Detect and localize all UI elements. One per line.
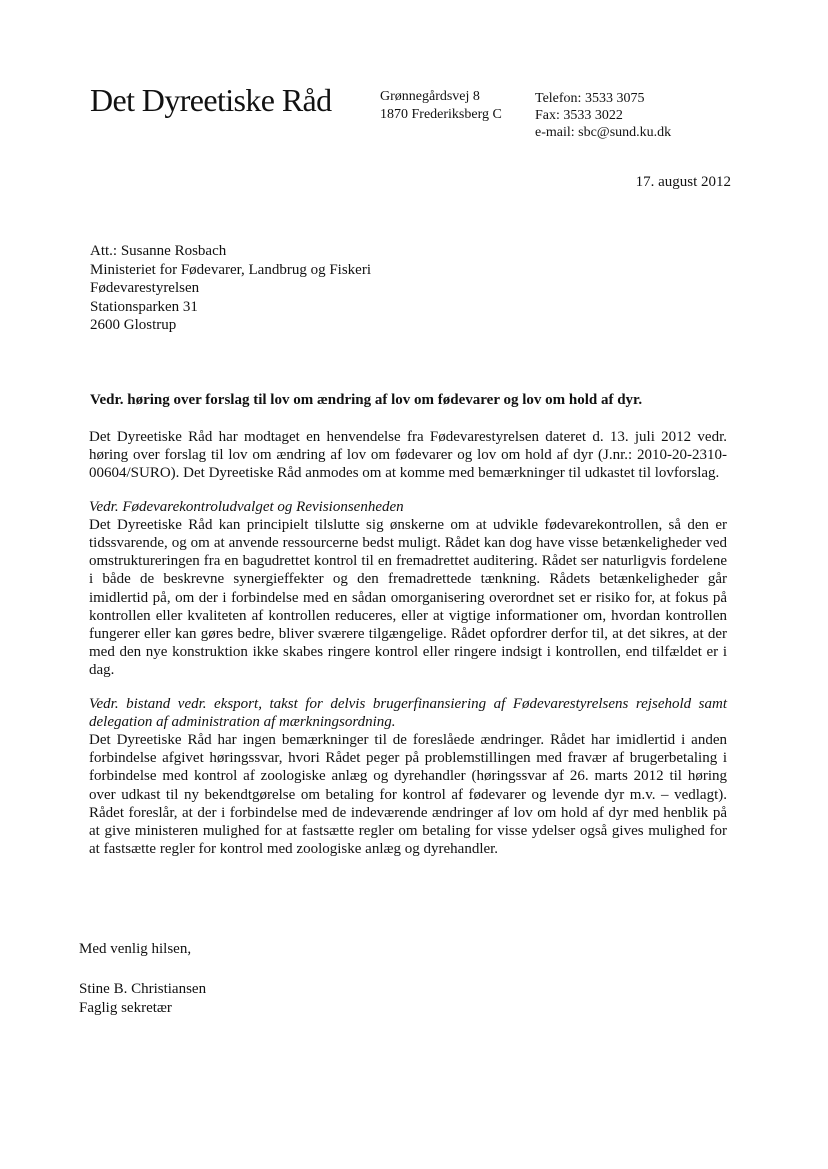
letter-subject: Vedr. høring over forslag til lov om ændring af lov om fødevarer og lov om hold af dyr. xyxy=(90,392,643,408)
signature-name: Stine B. Christiansen xyxy=(79,981,207,997)
signature-title: Faglig sekretær xyxy=(79,999,172,1016)
recipient-ministry: Ministeriet for Fødevarer, Landbrug og Fiskeri xyxy=(90,261,372,278)
section2-paragraph: Det Dyreetiske Råd har ingen bemærkninger til de foreslåede ændringer. Rådet har imidlertid i anden forbindelse afgivet høringssvar, hvori Rådet peger på problemstillingen med fravær af brugerbetaling i forbindelse med kontrol af zoologiske anlæg og dyrehandler (høringssvar af 26. marts 2012 til høring over udkast til ny bekendtgørelse om betaling for kontrol af fødevarer og levende dyr m.v. – vedlagt). Rådet foreslår, at der i forbindelse med de indeværende ændringer af lov om hold af dyr med henblik på at give ministeren mulighed for at fastsætte regler om betaling for visse ydelser også gives mulighed for at fastsætte regler for kontrol med zoologiske anlæg og dyrehandler. xyxy=(89,732,727,858)
contact-phone: Telefon: 3533 3075 xyxy=(535,91,645,106)
address-city: 1870 Frederiksberg C xyxy=(380,107,502,122)
closing-salutation: Med venlig hilsen, xyxy=(79,941,192,957)
address-street: Grønnegårdsvej 8 xyxy=(380,89,480,104)
intro-paragraph: Det Dyreetiske Råd har modtaget en henvendelse fra Fødevarestyrelsen dateret d. 13. juli 2012 vedr. høring over forslag til lov om ændring af lov om fødevarer og lov om hold af dyr (J.nr.: 2010-20-2310-00604/SURO). Det Dyreetiske Råd anmodes om at komme med bemærkninger til udkastet til lovforslag. xyxy=(89,429,727,482)
contact-fax: Fax: 3533 3022 xyxy=(535,108,623,123)
letter-date: 17. august 2012 xyxy=(635,174,731,190)
section1-heading: Vedr. Fødevarekontroludvalget og Revisionsenheden xyxy=(89,498,404,515)
recipient-city: 2600 Glostrup xyxy=(90,317,177,334)
recipient-attention: Att.: Susanne Rosbach xyxy=(90,243,227,259)
recipient-block xyxy=(90,242,371,335)
signature-block xyxy=(79,980,206,1017)
letterhead-contact xyxy=(535,90,671,141)
recipient-agency: Fødevarestyrelsen xyxy=(90,280,200,297)
section2-heading: Vedr. bistand vedr. eksport, takst for delvis brugerfinansiering af Fødevarestyrelsens rejsehold samt delegation af administration af mærkningsordning. xyxy=(89,695,727,730)
section1-paragraph: Det Dyreetiske Råd kan principielt tilslutte sig ønskerne om at udvikle fødevarekontrollen, så den er tidssvarende, og om at anvende ressourcerne bedst muligt. Rådet kan dog have visse betænkeligheder ved omstruktureringen fra en bagudrettet kontrol til en fremadrettet auditering. Rådet ser naturligvis fordelene i både de beskrevne synergieffekter og den fremadrettede tænkning. Rådets betænkeligheder går imidlertid på, om der i forbindelse med en sådan omorganisering overordnet set er risiko for, at fokus på kontrollen eller kvaliteten af kontrollen reduceres, eller at vigtige informationer om, hvordan kontrollen fungerer eller kan gøres bedre, bliver sværere tilgængelige. Rådet opfordrer derfor til, at det sikres, at der med den nye konstruktion ikke skabes ringere kontrol eller ringere indsigt i kontrollen, end tilfældet er i dag. xyxy=(89,516,727,679)
letter-body xyxy=(89,428,727,858)
letterhead-address xyxy=(380,88,502,124)
recipient-street: Stationsparken 31 xyxy=(90,298,198,315)
contact-email: e-mail: sbc@sund.ku.dk xyxy=(535,125,672,140)
letterhead-org-name: Det Dyreetiske Råd xyxy=(90,82,332,118)
